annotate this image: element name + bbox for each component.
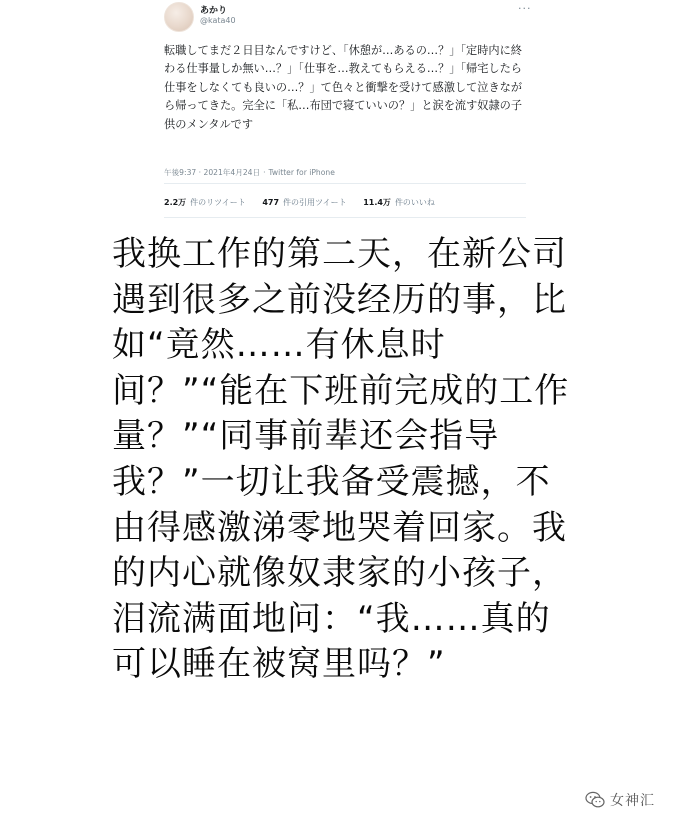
tweet-meta bbox=[164, 167, 335, 178]
tweet-text-content: 転職してまだ２日目なんですけど、「休憩が…あるの…？」「定時内に終わる仕事量しか無い…？」「仕事を…教えてもらえる…？」「帰宅したら仕事をしなくても良いの…？」て色々と衝撃を受けて感激して泣きながら帰ってきた。完全に「私…布団で寝ていいの？」と涙を流す奴隷の子供のメンタルです bbox=[164, 44, 523, 131]
likes-count: 11.4万 bbox=[363, 198, 391, 207]
quotes-count: 477 bbox=[262, 198, 280, 207]
quotes-stat[interactable] bbox=[262, 198, 346, 207]
tweet-source[interactable]: Twitter for iPhone bbox=[268, 168, 335, 177]
retweets-label: 件のリツイート bbox=[190, 198, 246, 207]
tweet-stats bbox=[164, 197, 449, 208]
meta-separator: · bbox=[263, 168, 266, 177]
watermark bbox=[585, 790, 655, 810]
likes-label: 件のいいね bbox=[394, 198, 435, 207]
tweet-card bbox=[150, 0, 540, 218]
translation-text: 我换工作的第二天，在新公司遇到很多之前没经历的事，比如“竟然……有休息时间？”“能在下班前完成的工作量？”“同事前辈还会指导我？”一切让我备受震撼，不由得感激涕零地哭着回家。我的内心就像奴隶家的小孩子，泪流满面地问：“我……真的可以睡在被窝里吗？” bbox=[112, 234, 570, 685]
author-handle[interactable]: @kata40 bbox=[200, 16, 236, 25]
divider-top bbox=[164, 183, 526, 184]
more-dots-icon[interactable]: ··· bbox=[518, 2, 532, 15]
avatar[interactable] bbox=[164, 2, 194, 32]
tweet-timestamp[interactable]: 午後9:37 · 2021年4月24日 bbox=[164, 168, 261, 177]
wechat-icon bbox=[585, 791, 605, 809]
watermark-text: 女神汇 bbox=[610, 793, 655, 809]
likes-stat[interactable] bbox=[363, 198, 435, 207]
tweet-text bbox=[164, 42, 526, 134]
author-name[interactable]: あかり bbox=[200, 6, 228, 16]
divider-bottom bbox=[164, 217, 526, 218]
retweets-count: 2.2万 bbox=[164, 198, 187, 207]
quotes-label: 件の引用ツイート bbox=[283, 198, 347, 207]
retweets-stat[interactable] bbox=[164, 198, 246, 207]
